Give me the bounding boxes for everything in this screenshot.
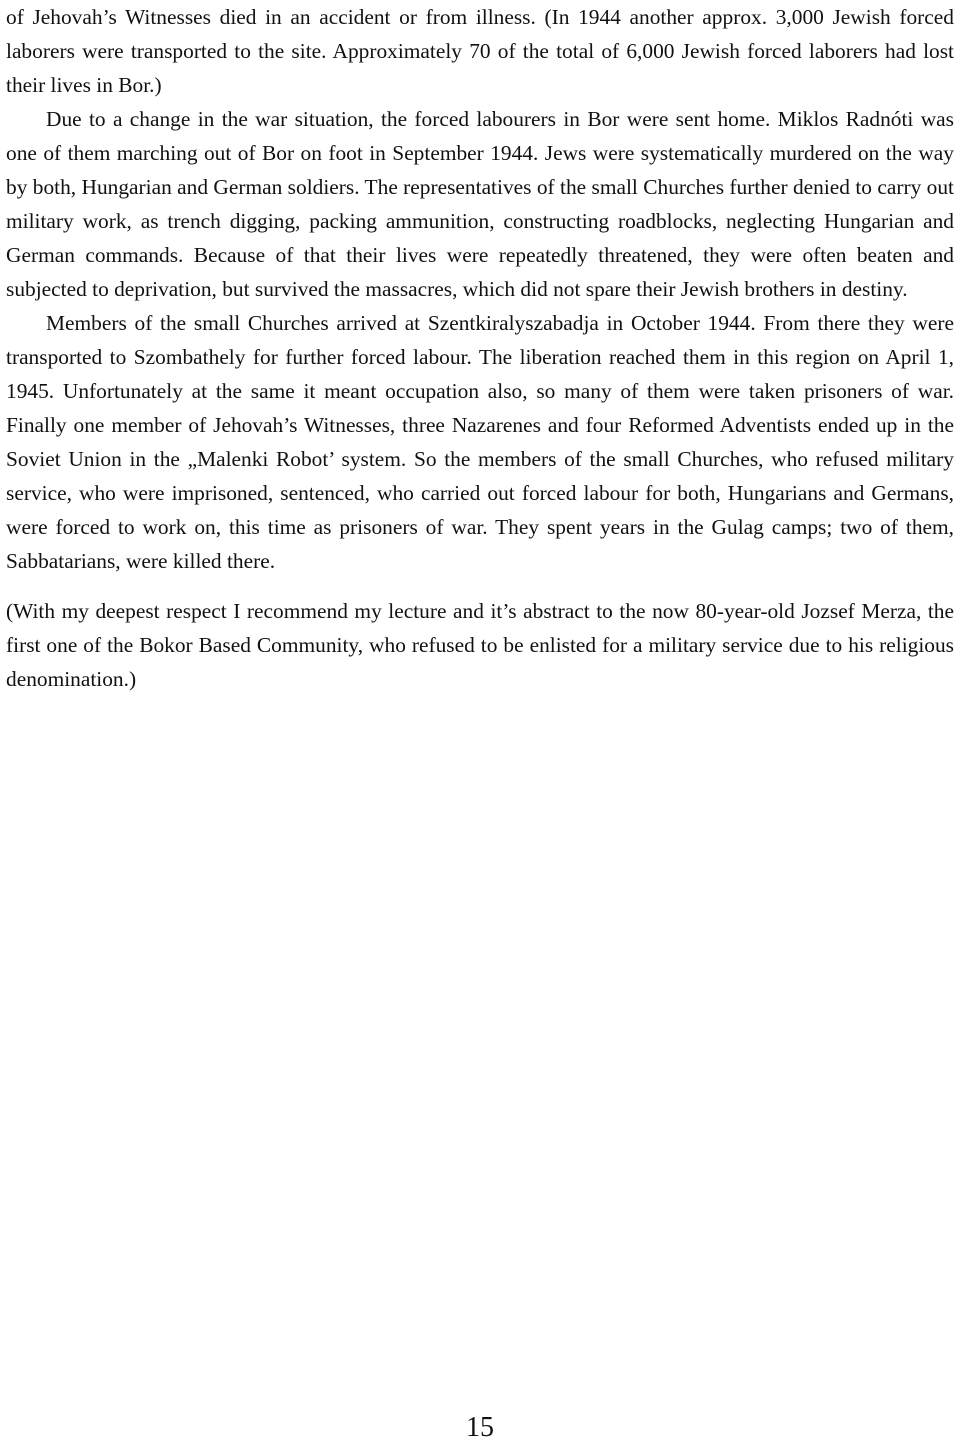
page-number: 15 <box>466 1412 494 1443</box>
paragraph-dedication: (With my deepest respect I recommend my lecture and it’s abstract to the now 80-year-old Jozsef Merza, the first one of the Bokor Based Community, who refused to be enlisted for a military service due to his religious denomination.) <box>6 599 954 691</box>
paragraph-liberation: Members of the small Churches arrived at Szentkiralyszabadja in October 1944. From there they were transported to Szombathely for further forced labour. The liberation reached them in this region on April 1, 1945. Unfortunately at the same it meant occupation also, so many of them were taken prisoners of war. Finally one member of Jehovah’s Witnesses, three Nazarenes and four Reformed Adventists ended up in the Soviet Union in the „Malenki Robot’ system. So the members of the small Churches, who refused military service, who were imprisoned, sentenced, who carried out forced labour for both, Hungarians and Germans, were forced to work on, this time as prisoners of war. They spent years in the Gulag camps; two of them, Sabbatarians, were killed there. <box>6 311 954 573</box>
paragraph-bor-march: Due to a change in the war situation, the forced labourers in Bor were sent home. Miklos Radnóti was one of them marching out of Bor on foot in September 1944. Jews were systematically murdered on the way by both, Hungarian and German soldiers. The representatives of the small Churches further denied to carry out military work, as trench digging, packing ammunition, constructing roadblocks, neglecting Hungarian and German commands. Because of that their lives were repeatedly threatened, they were often beaten and subjected to deprivation, but survived the massacres, which did not spare their Jewish brothers in destiny. <box>6 107 954 301</box>
document-page <box>6 0 954 696</box>
paragraph-continuation: of Jehovah’s Witnesses died in an accident or from illness. (In 1944 another approx. 3,000 Jewish forced laborers were transported to the site. Approximately 70 of the total of 6,000 Jewish forced laborers had lost their lives in Bor.) <box>6 5 954 97</box>
